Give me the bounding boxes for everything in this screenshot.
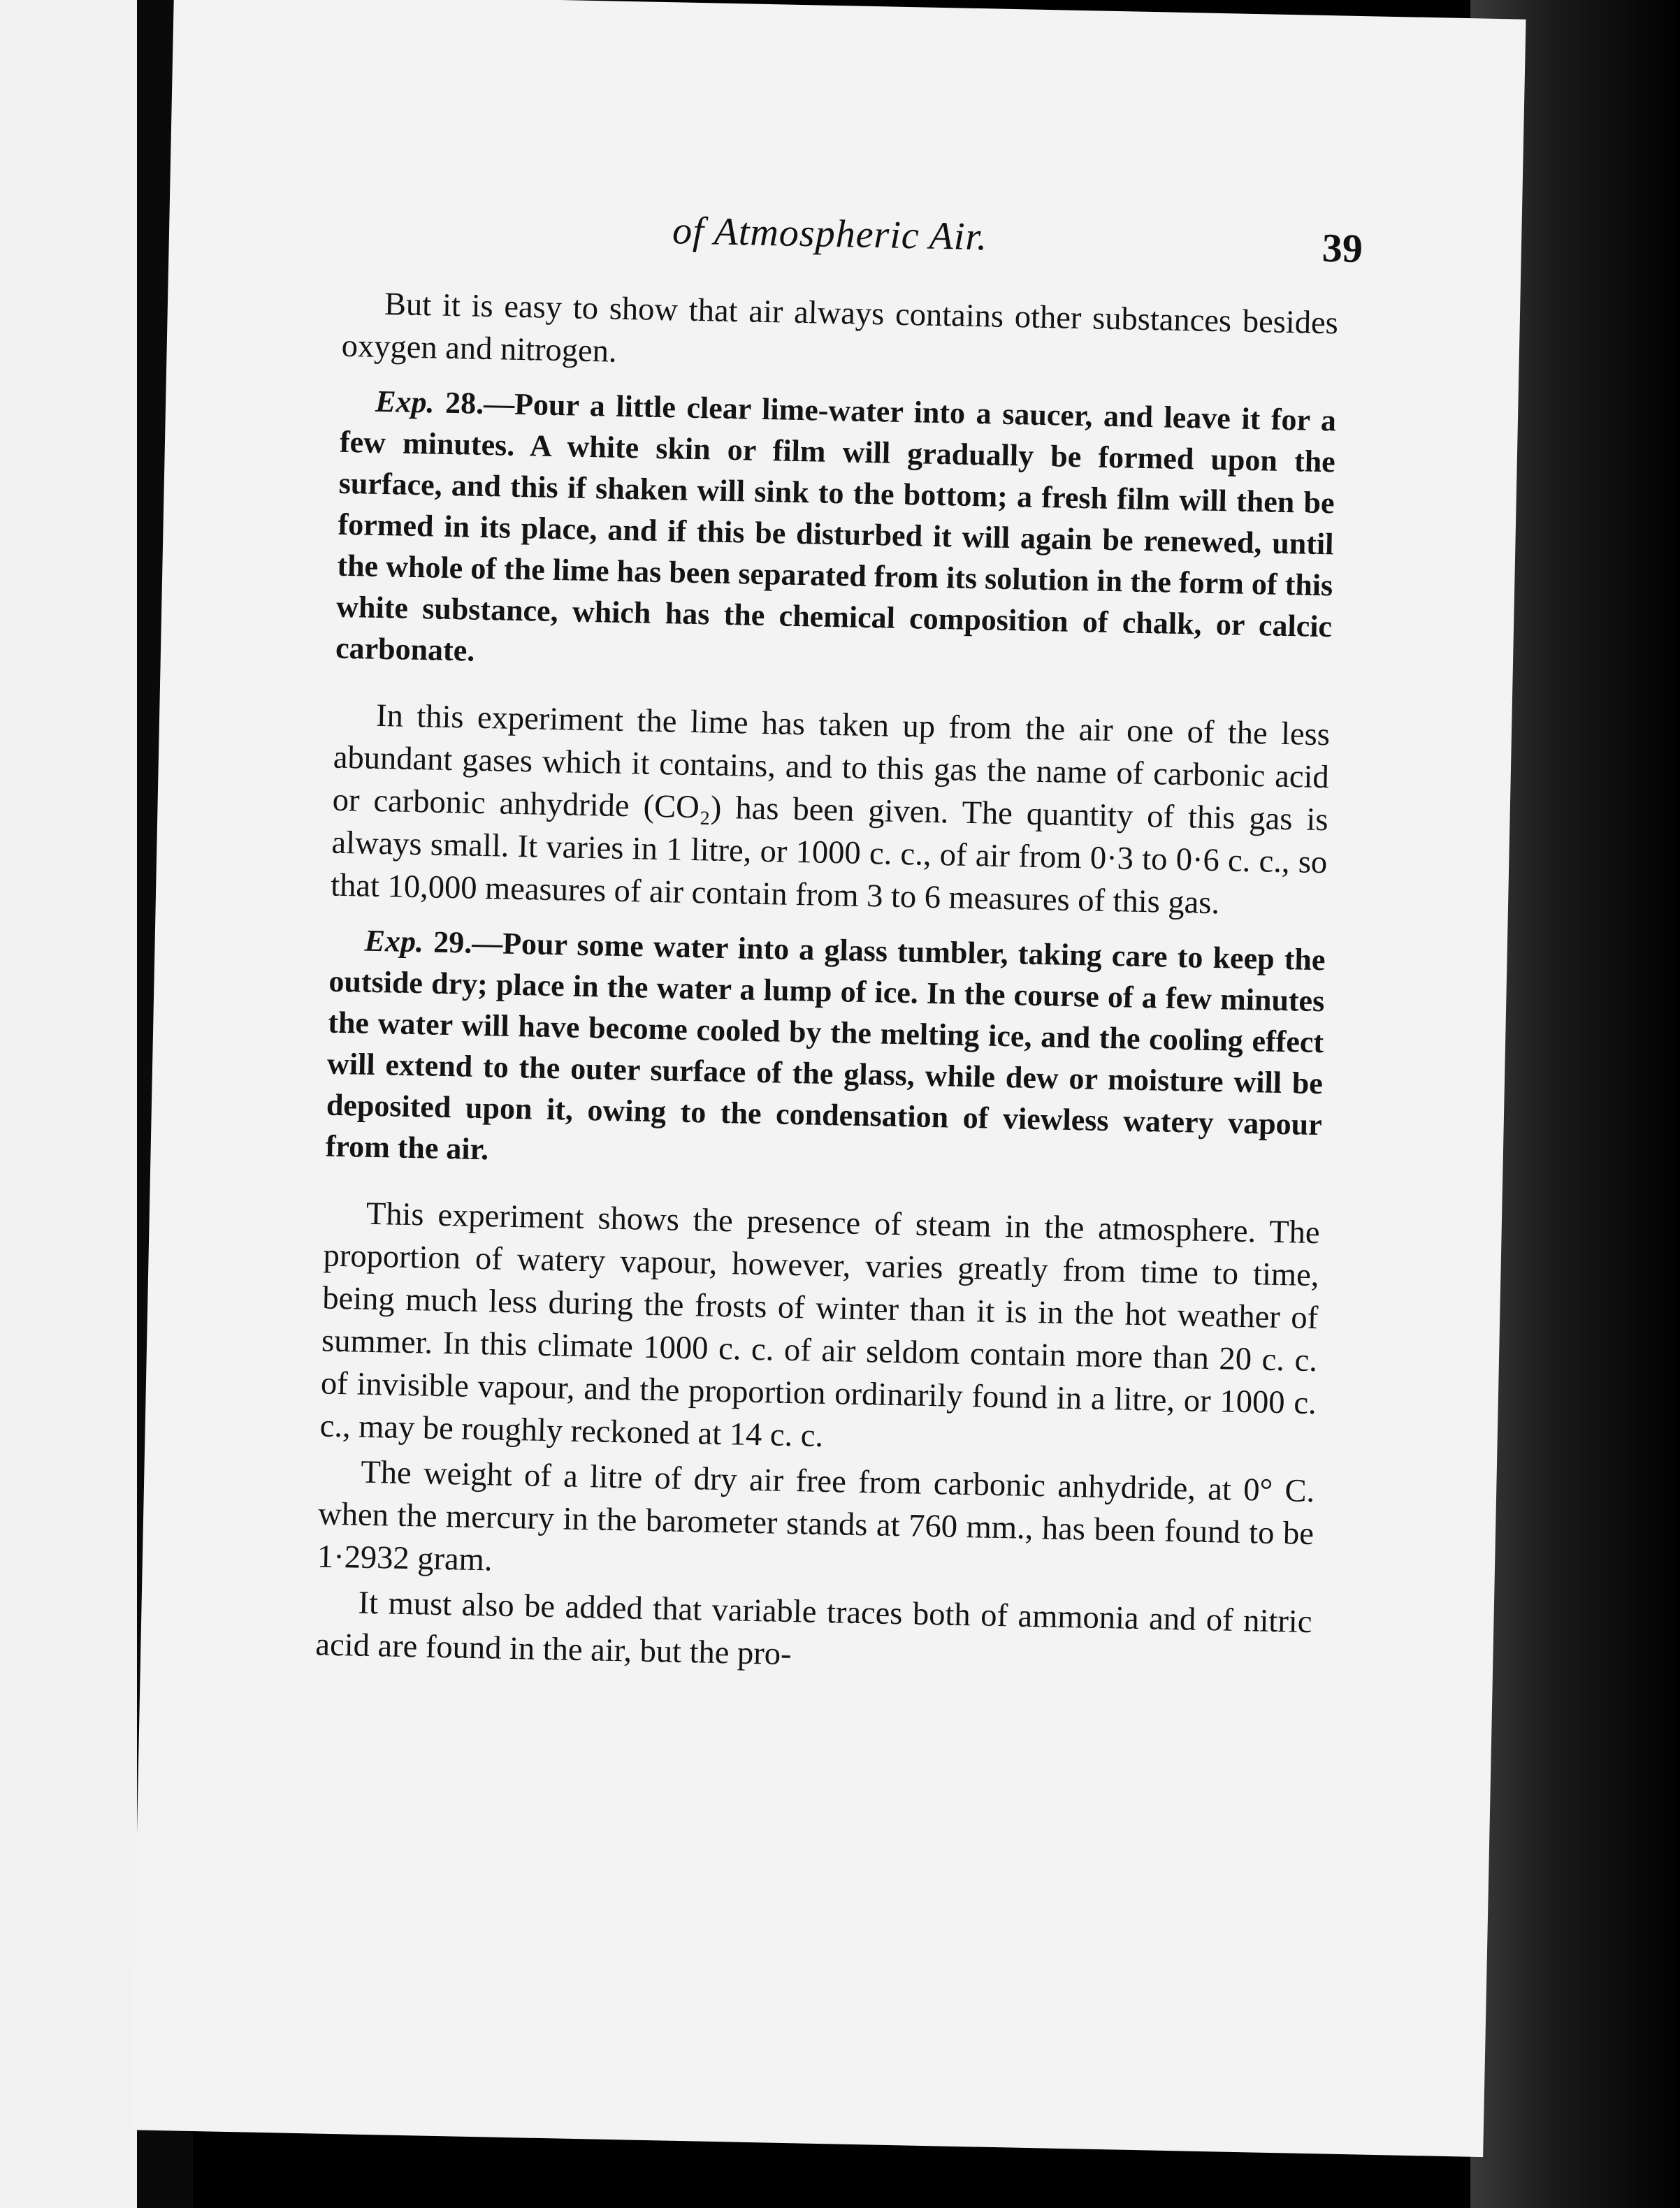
running-title: of Atmospheric Air.: [672, 209, 988, 259]
paragraph: [331, 694, 1331, 927]
paragraph-text: This experiment shows the presence of steam in the atmosphere. The proportion of watery vapour, however, varies greatly from time to time, being much less during the frosts of winter than it is in the hot weather of summer. In this climate 1000 c. c. of air seldom contain more than 20 c. c. of invisible vapour, and the proportion ordinarily found in a litre, or 1000 c. c., may be roughly reckoned at 14 c. c.: [319, 1196, 1321, 1454]
paragraph-text: 28.—Pour a little clear lime-water into a saucer, and leave it for a few minutes. A white skin or film will gradually be formed upon the surface, and this if shaken will sink to the bottom; a fresh film will then be formed in its place, and if this be disturbed it will again be renewed, until the whole of the lime has been separated from its solution in the form of this white substance, which has the chemical composition of chalk, or calcic carbonate.: [335, 385, 1337, 668]
paragraph-text: In this experiment the lime has taken up from the air one of the less abundant gases which it contains, and to this gas the name of carbonic acid or carbonic anhydride (CO₂) has been given. The quantity of this gas is always small. It varies in 1 litre, or 1000 c. c., of air from 0·3 to 0·6 c. c., so that 10,000 measures of air contain from 3 to 6 measures of this gas.: [330, 697, 1331, 922]
paragraph-text: 29.—Pour some water into a glass tumbler, taking care to keep the outside dry; place in the water a lump of ice. In the course of a few minutes the water will have become cooled by the melting ice, and the cooling effect will extend to the outer surface of the glass, while dew or moisture will be deposited upon it, owing to the condensation of viewless watery vapour from the air.: [325, 924, 1326, 1167]
experiment-label: Exp.: [364, 923, 424, 959]
page-header: [168, 198, 1521, 282]
paragraph-text: It must also be added that variable traces both of ammonia and of nitric acid are found in the air, but the pro-: [314, 1585, 1312, 1673]
paragraph: [341, 282, 1338, 388]
page-body: [315, 282, 1338, 1686]
paragraph-text: But it is easy to show that air always contains other substances besides oxygen and nitrogen.: [341, 286, 1339, 370]
paragraph: [315, 1581, 1312, 1686]
experiment-label: Exp.: [375, 384, 435, 420]
paragraph-text: The weight of a litre of dry air free from carbonic anhydride, at 0° C. when the mercury in the barometer stands at 760 mm., has been found to be 1·2932 gram.: [317, 1454, 1315, 1578]
facing-page-edge: [0, 0, 137, 2208]
experiment-paragraph: [335, 380, 1337, 689]
experiment-paragraph: [325, 920, 1326, 1187]
book-page: [131, 0, 1526, 2157]
page-number: 39: [1321, 224, 1363, 272]
paragraph: [317, 1450, 1315, 1598]
paragraph: [319, 1192, 1320, 1468]
